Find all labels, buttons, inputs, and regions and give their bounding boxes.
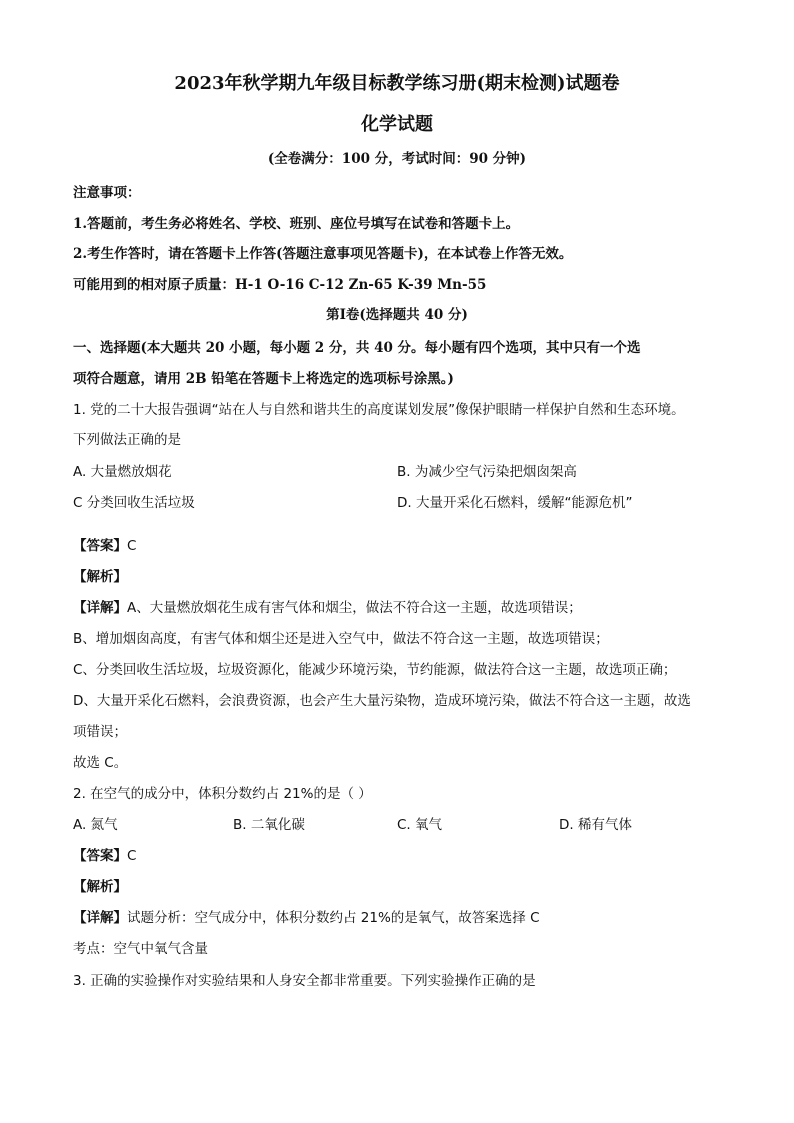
q1-option-a: A. 大量燃放烟花 xyxy=(73,464,172,480)
q1-stem-line-1: 1. 党的二十大报告强调“站在人与自然和谐共生的高度谋划发展”像保护眼睛一样保护自然和生态环境。 xyxy=(73,402,685,418)
q1-detail-a-text: A、大量燃放烟花生成有害气体和烟尘，做法不符合这一主题，故选项错误； xyxy=(127,600,582,616)
q1-answer-tag: 【答案】 xyxy=(73,538,127,554)
exam-meta: (全卷满分：100 分，考试时间：90 分钟) xyxy=(267,151,527,167)
q1-stem-line-2: 下列做法正确的是 xyxy=(73,432,181,448)
exam-title: 2023年秋学期九年级目标教学练习册(期末检测)试题卷 xyxy=(174,73,620,94)
q2-option-d: D. 稀有气体 xyxy=(559,817,632,833)
q2-stem: 2. 在空气的成分中，体积分数约占 21%的是（ ） xyxy=(73,786,372,802)
q1-answer-value: C xyxy=(127,538,137,554)
q1-detail-a xyxy=(73,599,582,617)
subject-title: 化学试题 xyxy=(361,114,433,135)
q1-option-c: C 分类回收生活垃圾 xyxy=(73,495,195,511)
notice-item-1: 1.答题前，考生务必将姓名、学校、班别、座位号填写在试卷和答题卡上。 xyxy=(73,216,520,232)
section-title: 第Ⅰ卷(选择题共 40 分) xyxy=(326,307,468,323)
section-instruction-2: 项符合题意，请用 2B 铅笔在答题卡上将选定的选项标号涂黑。) xyxy=(73,371,454,387)
q2-analysis-tag: 【解析】 xyxy=(73,879,127,895)
q3-stem: 3. 正确的实验操作对实验结果和人身安全都非常重要。下列实验操作正确的是 xyxy=(73,973,536,989)
q2-answer xyxy=(73,847,136,865)
q2-option-b: B. 二氧化碳 xyxy=(233,817,305,833)
q1-detail-d-line-1: D、大量开采化石燃料，会浪费资源，也会产生大量污染物，造成环境污染，做法不符合这一主题，故选 xyxy=(73,693,691,709)
q1-analysis-tag: 【解析】 xyxy=(73,569,127,585)
q2-answer-tag: 【答案】 xyxy=(73,848,127,864)
q2-detail xyxy=(73,909,540,927)
notice-heading: 注意事项： xyxy=(73,185,141,201)
q1-detail-tag: 【详解】 xyxy=(73,600,127,616)
q2-kaodian: 考点：空气中氧气含量 xyxy=(73,941,208,957)
q2-option-a: A. 氮气 xyxy=(73,817,118,833)
q1-conclusion: 故选 C。 xyxy=(73,755,128,771)
q1-option-b: B. 为减少空气污染把烟囱架高 xyxy=(397,464,577,480)
atomic-mass-note: 可能用到的相对原子质量：H-1 O-16 C-12 Zn-65 K-39 Mn-55 xyxy=(73,277,487,293)
q1-detail-d-line-2: 项错误； xyxy=(73,724,127,740)
q2-detail-text: 试题分析：空气成分中，体积分数约占 21%的是氧气，故答案选择 C xyxy=(127,910,540,926)
q2-detail-tag: 【详解】 xyxy=(73,910,127,926)
q1-detail-c: C、分类回收生活垃圾，垃圾资源化，能减少环境污染，节约能源，做法符合这一主题，故选项正确； xyxy=(73,662,677,678)
q1-answer xyxy=(73,537,136,555)
q2-option-c: C. 氧气 xyxy=(397,817,443,833)
q1-detail-b: B、增加烟囱高度，有害气体和烟尘还是进入空气中，做法不符合这一主题，故选项错误； xyxy=(73,631,609,647)
section-instruction-1: 一、选择题(本大题共 20 小题，每小题 2 分，共 40 分。每小题有四个选项，其中只有一个选 xyxy=(73,340,641,356)
q2-answer-value: C xyxy=(127,848,137,864)
q1-option-d: D. 大量开采化石燃料，缓解“能源危机” xyxy=(397,495,633,511)
notice-item-2: 2.考生作答时，请在答题卡上作答(答题注意事项见答题卡)，在本试卷上作答无效。 xyxy=(73,246,573,262)
